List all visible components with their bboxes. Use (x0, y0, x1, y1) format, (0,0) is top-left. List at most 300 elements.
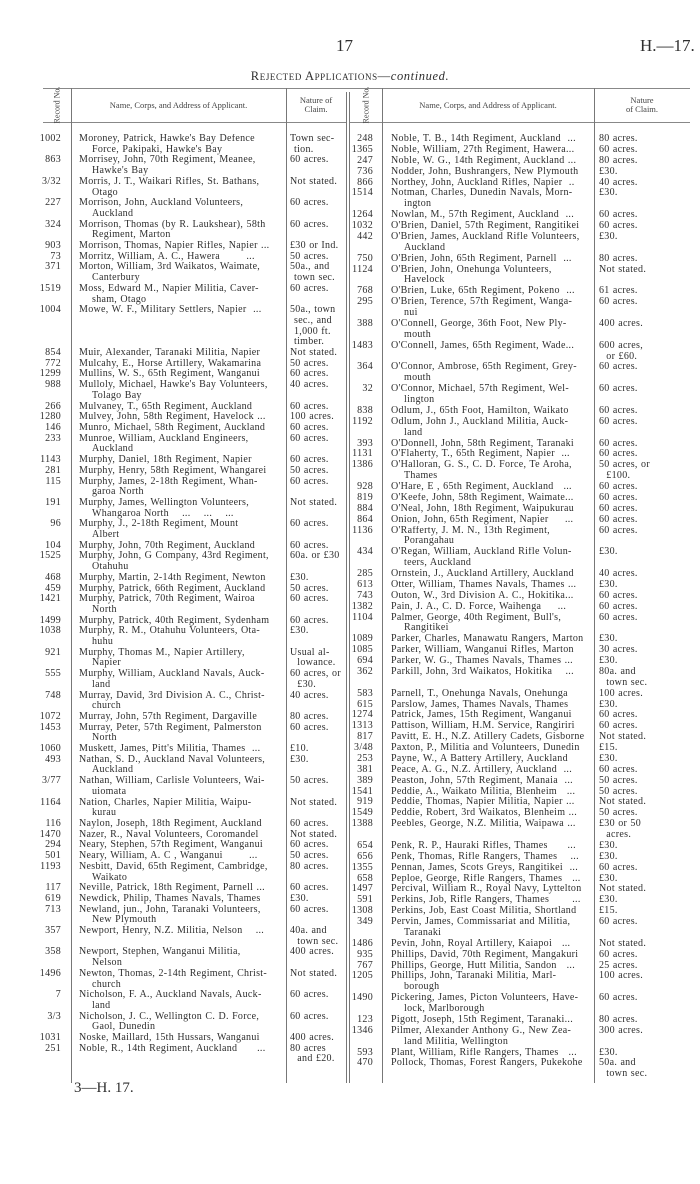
nature-of-claim: 60 acres. (599, 764, 638, 775)
right-table-body (345, 134, 691, 1080)
applicant-name: O'Connor, Michael, 57th Regiment, Wel- lington (391, 384, 569, 405)
applicant-name: Nodder, John, Bushrangers, New Plymouth (391, 166, 579, 177)
table-row (345, 178, 691, 189)
record-number: 1299 (39, 368, 61, 380)
applicant-name: Perkins, Job, Rifle Rangers, Thames ... (391, 895, 581, 906)
applicant-name: Odlum, John J., Auckland Militia, Auck- land (391, 416, 569, 438)
table-row (345, 754, 691, 765)
record-number: 921 (45, 646, 61, 658)
record-number: 1355 (351, 861, 373, 873)
applicant-name: Murray, David, 3rd Division A. C., Christ- church (79, 690, 265, 712)
nature-of-claim: 60 acres. (290, 722, 329, 733)
record-number: 593 (357, 1046, 373, 1058)
applicant-name: Onion, John, 65th Regiment, Napier ... (391, 514, 574, 525)
nature-of-claim: Not stated. (290, 348, 338, 359)
record-number: 442 (357, 230, 373, 242)
record-number: 493 (45, 753, 61, 765)
record-number: 935 (357, 948, 373, 960)
nature-of-claim: Not stated. (290, 497, 338, 508)
table-row (345, 580, 691, 591)
table-row (345, 787, 691, 798)
record-number: 866 (357, 176, 373, 188)
header-claim-left: Nature of Claim. (299, 95, 333, 114)
record-number: 357 (45, 925, 61, 937)
nature-of-claim: 80a. and town sec. (599, 666, 648, 688)
applicant-name: Nicholson, J. C., Wellington C. D. Force, Gaol, Dunedin (79, 1011, 260, 1033)
applicant-name: Payne, W., A Battery Artillery, Auckland (391, 753, 568, 764)
nature-of-claim: £30. (599, 547, 618, 558)
record-number: 1060 (39, 743, 61, 755)
applicant-name: Murphy, John, G Company, 43rd Regiment, Otahuhu (79, 551, 269, 573)
table-row (345, 493, 691, 504)
applicant-name: Peaston, John, 57th Regiment, Manaia ... (391, 775, 573, 786)
table-row (345, 993, 691, 1015)
table-row (345, 1015, 691, 1026)
applicant-name: Murphy, William, Auckland Navals, Auck- land (79, 669, 265, 690)
applicant-name: O'Halloran, G. S., C. D. Force, Te Aroha, Thames (391, 460, 572, 482)
nature-of-claim: Not stated. (290, 176, 338, 187)
record-number: 459 (45, 582, 61, 594)
record-number: 1089 (351, 633, 373, 645)
applicant-name: Newport, Stephen, Wanganui Militia, Nelson (79, 947, 241, 969)
nature-of-claim: £30. (599, 579, 618, 590)
applicant-name: Pilmer, Alexander Anthony G., New Zea- land Militia, Wellington (391, 1025, 572, 1047)
nature-of-claim: £30. (599, 1047, 618, 1058)
table-row (345, 656, 691, 667)
nature-of-claim: 80 acres. (290, 861, 329, 872)
record-number: 748 (45, 689, 61, 701)
applicant-name: Penk, R. P., Hauraki Rifles, Thames ... (391, 840, 576, 851)
page-number: 17 (336, 36, 353, 55)
nature-of-claim: 50a. and town sec. (599, 1058, 648, 1080)
record-number: 713 (45, 903, 61, 915)
nature-of-claim: 60 acres. (599, 993, 638, 1004)
nature-of-claim: 60 acres. (290, 883, 329, 894)
nature-of-claim: 50 acres. (290, 776, 329, 787)
record-number: 817 (357, 731, 373, 743)
record-number: 1486 (351, 937, 373, 949)
record-number: 1143 (40, 454, 61, 466)
header-name-right: Name, Corps, and Address of Applicant. (419, 99, 557, 110)
nature-of-claim: 80 acres. (290, 711, 329, 722)
nature-of-claim: £30. (599, 634, 618, 645)
record-number: 248 (357, 133, 373, 144)
table-row (345, 776, 691, 787)
applicant-name: Phillips, David, 70th Regiment, Mangakuri (391, 949, 579, 960)
record-number: 1525 (39, 550, 61, 562)
table-row (345, 895, 691, 906)
record-number: 555 (45, 668, 61, 680)
record-number: 1365 (351, 143, 373, 155)
record-number: 1490 (351, 992, 373, 1004)
record-number: 468 (45, 571, 61, 583)
table-row (0, 669, 348, 690)
table-row (345, 156, 691, 167)
nature-of-claim: £15. (599, 906, 618, 917)
table-row (0, 434, 348, 455)
table-row (345, 634, 691, 645)
table-row (345, 852, 691, 863)
table-row (0, 862, 348, 883)
record-number: 903 (45, 240, 61, 252)
table-row (345, 254, 691, 265)
record-number: 772 (45, 357, 61, 369)
nature-of-claim: 60 acres. (290, 433, 329, 444)
nature-of-claim: 60 acres. (290, 904, 329, 915)
table-row (345, 732, 691, 743)
record-number: 988 (45, 379, 61, 391)
nature-of-claim: 60 acres. (599, 710, 638, 721)
table-row (345, 482, 691, 493)
table-row (0, 380, 348, 401)
applicant-name: Pain, J. A., C. D. Force, Waihenga ... (391, 601, 567, 612)
table-row (345, 841, 691, 852)
nature-of-claim: 60 acres. (599, 416, 638, 427)
record-number: 73 (50, 250, 61, 262)
record-number: 863 (45, 154, 61, 166)
nature-of-claim: 60 acres. (599, 384, 638, 395)
record-number: 819 (357, 491, 373, 503)
applicant-name: Nesbitt, David, 65th Regiment, Cambridge, Waikato (79, 861, 268, 883)
applicant-name: O'Hare, E , 65th Regiment, Auckland ... (391, 482, 572, 492)
applicant-name: Moss, Edward M., Napier Militia, Caver- sham, Otago (79, 283, 259, 305)
table-row (0, 466, 348, 477)
table-row (0, 776, 348, 797)
record-number: 654 (357, 839, 373, 851)
record-number: 294 (45, 839, 61, 851)
applicant-name: Morritz, William, A. C., Hawera ... (79, 251, 255, 262)
nature-of-claim: 60 acres. (599, 503, 638, 514)
nature-of-claim: 60 acres. (290, 198, 329, 209)
table-row (0, 926, 348, 947)
applicant-name: Neville, Patrick, 18th Regiment, Parnell ... (79, 883, 265, 894)
record-number: 324 (45, 218, 61, 230)
nature-of-claim: 60 acres. (290, 819, 329, 829)
applicant-name: Murphy, James, Wellington Volunteers, Whangaroa North ... ... ... (79, 497, 250, 519)
applicant-name: O'Flaherty, T., 65th Regiment, Napier ... (391, 449, 570, 460)
applicant-name: Muir, Alexander, Taranaki Militia, Napier (79, 348, 261, 359)
applicant-name: Penk, Thomas, Rifle Rangers, Thames ... (391, 851, 579, 862)
nature-of-claim: £30. (599, 753, 618, 764)
nature-of-claim: 80 acres. (599, 1014, 638, 1025)
header-record-label: Record No. (52, 86, 62, 124)
applicant-name: Newdick, Philip, Thames Navals, Thames (79, 893, 261, 904)
applicant-name: Murphy, Thomas M., Napier Artillery, Napier (79, 647, 245, 669)
applicant-name: Murphy, J., 2-18th Regiment, Mount Albert (79, 519, 239, 541)
record-number: 768 (357, 285, 373, 297)
applicant-name: Ornstein, J., Auckland Artillery, Auckland (391, 569, 574, 579)
applicant-name: Mulvaney, T., 65th Regiment, Auckland (79, 401, 253, 412)
applicant-name: Murphy, Patrick, 70th Regiment, Wairoa North (79, 594, 255, 615)
applicant-name: Newland, jun., John, Taranaki Volunteers, New Plymouth (79, 904, 261, 926)
table-row (345, 439, 691, 450)
record-number: 619 (45, 892, 61, 904)
table-row (345, 341, 691, 363)
table-row (345, 884, 691, 895)
table-row (345, 645, 691, 656)
applicant-name: Murphy, Patrick, 66th Regiment, Auckland (79, 583, 266, 594)
table-row (345, 188, 691, 210)
record-number: 1497 (351, 883, 373, 895)
table-row (0, 198, 348, 219)
applicant-name: O'Brien, Terence, 57th Regiment, Wanga- nui (391, 297, 573, 318)
table-row (345, 504, 691, 515)
applicant-name: O'Brien, Daniel, 57th Regiment, Rangitikei (391, 221, 580, 231)
nature-of-claim: Town sec- tion. (290, 134, 335, 155)
nature-of-claim: 60 acres. (290, 369, 329, 380)
applicant-name: Pigott, Joseph, 15th Regiment, Taranaki... (391, 1014, 574, 1025)
nature-of-claim: 80 acres and £20. (290, 1043, 335, 1065)
header-claim-right: Nature of Claim. (625, 95, 659, 114)
nature-of-claim: 400 acres. (290, 1033, 335, 1044)
nature-of-claim: 60 acres. (599, 612, 638, 623)
record-number: 694 (357, 655, 373, 666)
nature-of-claim: 60 acres. (599, 438, 638, 449)
nature-of-claim: 60 acres. (290, 219, 329, 230)
applicant-name: Murphy, Martin, 2-14th Regiment, Newton (79, 572, 266, 583)
record-number: 123 (357, 1013, 373, 1025)
table-row (345, 613, 691, 635)
table-row (345, 384, 691, 406)
nature-of-claim: 60 acres. (290, 519, 329, 530)
nature-of-claim: 80 acres. (599, 155, 638, 166)
nature-of-claim: 40 acres. (599, 569, 638, 579)
applicant-name: Murray, Peter, 57th Regiment, Palmerston North (79, 722, 262, 744)
applicant-name: Parker, W. G., Thames Navals, Thames ... (391, 656, 573, 666)
table-row (345, 689, 691, 700)
record-number: 117 (45, 882, 61, 894)
table-row (0, 551, 348, 572)
table-row (345, 297, 691, 319)
nature-of-claim: Not stated. (599, 732, 647, 743)
nature-of-claim: 60 acres. (599, 590, 638, 601)
table-row (345, 863, 691, 874)
nature-of-claim: 60 acres. (290, 615, 329, 626)
table-title (0, 69, 700, 84)
applicant-name: Naylon, Joseph, 18th Regiment, Auckland (79, 819, 262, 829)
table-row (0, 798, 348, 819)
applicant-name: Murphy, Patrick, 40th Regiment, Sydenham (79, 615, 270, 626)
record-number: 1104 (352, 611, 373, 623)
record-number: 1499 (39, 614, 61, 626)
applicant-name: Nation, Charles, Napier Militia, Waipu- kurau (79, 797, 252, 819)
applicant-name: O'Keefe, John, 58th Regiment, Waimate... (391, 492, 574, 503)
applicant-name: Morris, J. T., Waikari Rifles, St. Bathans, Otago (79, 176, 260, 198)
nature-of-claim: 50 acres. (290, 358, 329, 369)
applicant-name: Parker, Charles, Manawatu Rangers, Marton (391, 634, 584, 645)
nature-of-claim: Usual al- lowance. (290, 647, 336, 669)
record-number: 191 (45, 496, 61, 508)
record-number: 1072 (39, 710, 61, 722)
nature-of-claim: 50a., and town sec. (290, 262, 335, 284)
record-number: 1274 (351, 709, 373, 721)
record-number: 615 (357, 698, 373, 710)
nature-of-claim: 30 acres. (599, 645, 638, 656)
nature-of-claim: £30. (599, 231, 618, 242)
record-number: 233 (45, 432, 61, 444)
applicant-name: Otter, William, Thames Navals, Thames ... (391, 579, 577, 590)
record-number: 750 (357, 252, 373, 264)
nature-of-claim: £30. (599, 851, 618, 862)
nature-of-claim: £15. (599, 743, 618, 753)
applicant-name: O'Rafferty, J. M. N., 13th Regiment, Porangahau (391, 525, 550, 547)
applicant-name: Pevin, John, Royal Artillery, Kaiapoi ... (391, 938, 571, 949)
record-number: 1308 (351, 905, 373, 917)
nature-of-claim: 60 acres. (599, 482, 638, 492)
record-number: 295 (357, 296, 373, 308)
record-number: 285 (357, 568, 373, 579)
nature-of-claim: Not stated. (599, 884, 647, 895)
applicant-name: Noble, R., 14th Regiment, Auckland ... (79, 1043, 266, 1054)
nature-of-claim: 60 acres. (599, 405, 638, 416)
applicant-name: Parslow, James, Thames Navals, Thames (391, 699, 569, 710)
document-reference: H.—17. (640, 36, 695, 55)
nature-of-claim: 60 acres. (290, 422, 329, 433)
nature-of-claim: 60 acres. (599, 862, 638, 873)
record-number: 1421 (39, 593, 61, 605)
record-number: 362 (357, 665, 373, 677)
nature-of-claim: £30. (290, 893, 309, 904)
record-number: 919 (357, 796, 373, 808)
table-row (345, 961, 691, 972)
applicant-name: O'Neal, John, 18th Regiment, Waipukurau (391, 503, 575, 514)
title-text: Rejected Applications— (250, 69, 391, 83)
record-number: 1519 (39, 282, 61, 294)
table-row (345, 515, 691, 526)
applicant-name: Pickering, James, Picton Volunteers, Have- lock, Marlborough (391, 993, 579, 1014)
applicant-name: O'Donnell, John, 58th Regiment, Taranaki (391, 438, 574, 449)
nature-of-claim: Not stated. (599, 938, 647, 949)
applicant-name: Parkill, John, 3rd Waikatos, Hokitika ... (391, 666, 574, 677)
nature-of-claim: 50 acres. (290, 851, 329, 862)
record-number: 470 (357, 1057, 373, 1069)
table-row (345, 1048, 691, 1059)
applicant-name: Morrison, Thomas (by R. Laukshear), 58th Regiment, Marton (79, 219, 266, 241)
applicant-name: Noble, T. B., 14th Regiment, Auckland ... (391, 134, 576, 144)
nature-of-claim: 400 acres. (599, 318, 644, 329)
applicant-name: Noske, Maillard, 15th Hussars, Wanganui (79, 1033, 260, 1044)
applicant-name: Parker, William, Wanganui Rifles, Marton (391, 645, 574, 656)
record-number: 266 (45, 400, 61, 412)
page-footer: 3—H. 17. (74, 1080, 134, 1096)
nature-of-claim: £30. (599, 895, 618, 906)
nature-of-claim: 50 acres. (290, 251, 329, 262)
applicant-name: Morrison, John, Auckland Volunteers, Auckland (79, 198, 244, 219)
nature-of-claim: £10. (290, 744, 309, 755)
applicant-name: Patrick, James, 15th Regiment, Wanganui (391, 710, 572, 721)
header-bottom-rule-left (43, 122, 346, 123)
record-number: 3/48 (354, 742, 373, 753)
table-row (345, 1026, 691, 1048)
table-row (345, 808, 691, 819)
header-bottom-rule-right (350, 122, 690, 123)
nature-of-claim: £30. (599, 840, 618, 851)
record-number: 1382 (351, 600, 373, 612)
nature-of-claim: 60 acres. (290, 283, 329, 294)
record-number: 1193 (40, 860, 61, 872)
record-number: 1453 (39, 721, 61, 733)
nature-of-claim: £30. (599, 873, 618, 884)
table-row (0, 134, 348, 155)
record-number: 1205 (351, 970, 373, 982)
nature-of-claim: £30. (599, 188, 618, 199)
record-number: 1004 (39, 304, 61, 316)
applicant-name: Perkins, Job, East Coast Militia, Shortland (391, 906, 577, 917)
table-row (345, 765, 691, 776)
record-number: 1388 (351, 818, 373, 830)
table-row (0, 262, 348, 283)
table-row (345, 710, 691, 721)
nature-of-claim: £30. (599, 166, 618, 177)
nature-of-claim: 50 acres. (290, 465, 329, 476)
applicant-name: Odlum, J., 65th Foot, Hamilton, Waikato (391, 405, 569, 416)
record-number: 434 (357, 546, 373, 558)
table-row (345, 406, 691, 417)
table-row (0, 594, 348, 615)
table-row (0, 947, 348, 968)
table-row (345, 819, 691, 841)
table-row (345, 319, 691, 341)
record-number: 743 (357, 589, 373, 601)
table-row (0, 498, 348, 519)
nature-of-claim: 60 acres. (599, 514, 638, 525)
table-row (345, 1058, 691, 1080)
applicant-name: O'Regan, William, Auckland Rifle Volun- teers, Auckland (391, 547, 572, 569)
record-number: 116 (45, 818, 61, 829)
nature-of-claim: 60 acres. (599, 492, 638, 503)
table-row (0, 284, 348, 305)
nature-of-claim: 60 acres. (599, 221, 638, 231)
record-number: 1483 (351, 339, 373, 351)
nature-of-claim: £30. (290, 754, 309, 765)
table-row (345, 721, 691, 732)
record-number: 583 (357, 687, 373, 699)
applicant-name: Nicholson, F. A., Auckland Navals, Auck- land (79, 990, 262, 1011)
record-number: 104 (45, 539, 61, 551)
nature-of-claim: 60 acres. (599, 525, 638, 536)
nature-of-claim: 60 acres. (290, 840, 329, 851)
nature-of-claim: 300 acres. (599, 1025, 644, 1036)
nature-of-claim: 50 acres. (290, 583, 329, 594)
record-number: 1280 (39, 411, 61, 423)
applicant-name: Peace, A. G., N.Z. Artillery, Auckland ... (391, 764, 572, 775)
table-row (345, 743, 691, 754)
record-number: 864 (357, 513, 373, 525)
table-row (345, 906, 691, 917)
record-number: 854 (45, 347, 61, 359)
record-number: 251 (45, 1042, 61, 1054)
nature-of-claim: 60 acres. (599, 721, 638, 732)
applicant-name: Nazer, R., Naval Volunteers, Coromandel (79, 829, 259, 840)
title-suffix: continued. (390, 69, 450, 83)
nature-of-claim: 60 acres. (599, 144, 638, 155)
record-number: 1038 (39, 625, 61, 637)
record-number: 884 (357, 502, 373, 514)
record-number: 364 (357, 361, 373, 373)
table-row (345, 210, 691, 221)
table-row (345, 950, 691, 961)
nature-of-claim: £30. (290, 572, 309, 583)
table-row (345, 460, 691, 482)
nature-of-claim: 60 acres. (599, 210, 638, 221)
table-row (0, 519, 348, 540)
applicant-name: Paxton, P., Militia and Volunteers, Dunedin (391, 743, 580, 753)
record-number: 613 (357, 578, 373, 590)
applicant-name: Pervin, James, Commissariat and Militia, Taranaki (391, 917, 571, 938)
nature-of-claim: 25 acres. (599, 960, 638, 971)
applicant-name: Moroney, Patrick, Hawke's Bay Defence Force, Pakipaki, Hawke's Bay (79, 134, 255, 155)
applicant-name: Nathan, William, Carlisle Volunteers, Wai- uiomata (79, 776, 265, 797)
